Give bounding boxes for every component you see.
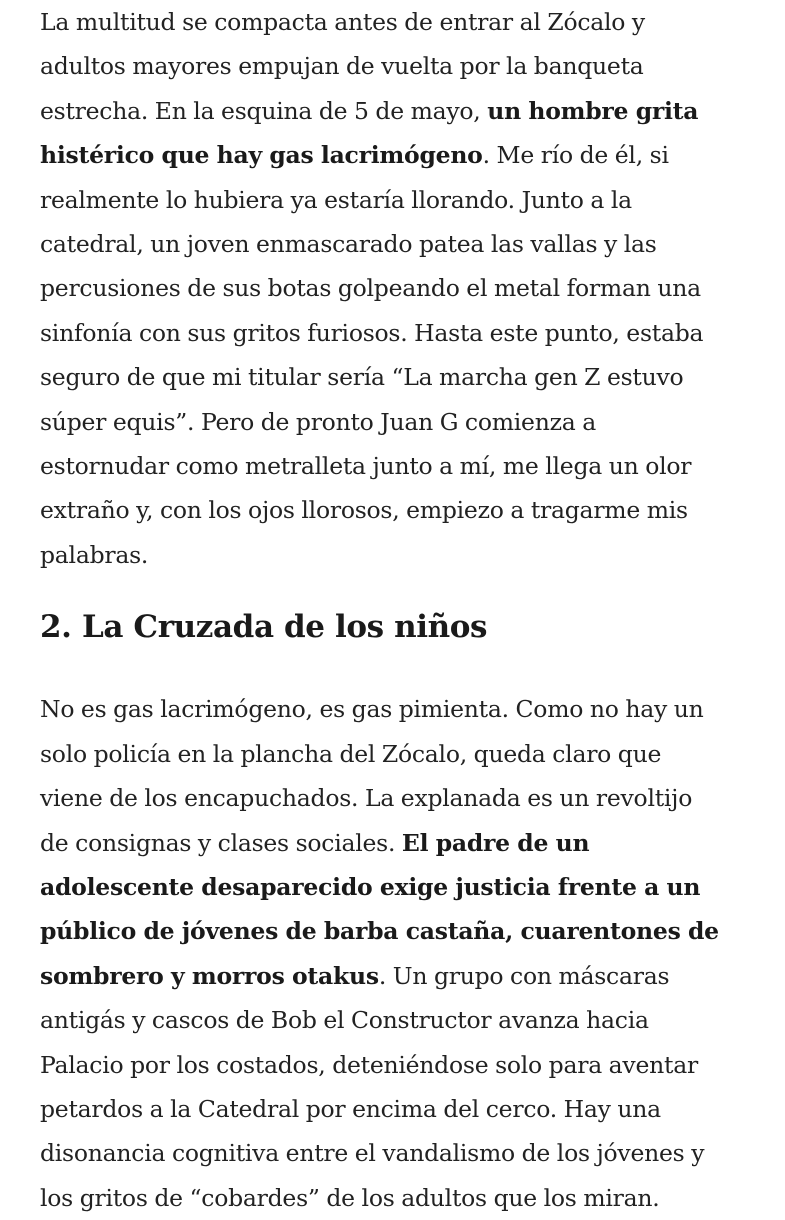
text-line	[40, 89, 752, 133]
text-segment: viene de los encapuchados. La explanada es un revoltijo	[40, 784, 693, 813]
text-segment: No es gas lacrimógeno, es gas pimienta. Como no hay un	[40, 695, 704, 724]
text-line	[40, 909, 752, 953]
paragraph-1	[40, 0, 752, 577]
text-line	[40, 954, 752, 998]
text-line	[40, 1176, 752, 1220]
bold-text: sombrero y morros otakus	[40, 961, 379, 990]
bold-text: histérico que hay gas lacrimógeno	[40, 141, 483, 170]
text-segment: súper equis”. Pero de pronto Juan G comienza a	[40, 407, 596, 436]
text-line	[40, 0, 752, 44]
text-line	[40, 533, 752, 577]
bold-text: un hombre grita	[487, 96, 699, 125]
bold-text: El padre de un	[401, 828, 590, 857]
text-segment: disonancia cognitiva entre el vandalismo de los jóvenes y	[40, 1139, 705, 1168]
text-segment: los gritos de “cobardes” de los adultos que los miran.	[40, 1183, 660, 1212]
text-line	[40, 44, 752, 88]
text-line	[40, 178, 752, 222]
text-line	[40, 400, 752, 444]
text-line	[40, 1043, 752, 1087]
text-line	[40, 311, 752, 355]
text-line	[40, 488, 752, 532]
text-segment: estrecha. En la esquina de 5 de mayo,	[40, 96, 488, 125]
text-segment: Palacio por los costados, deteniéndose solo para aventar	[40, 1050, 698, 1079]
text-line	[40, 1131, 752, 1175]
text-line	[40, 133, 752, 177]
text-line	[40, 1087, 752, 1131]
text-segment: solo policía en la plancha del Zócalo, queda claro que	[40, 739, 662, 768]
article-body	[40, 0, 752, 1220]
text-line	[40, 444, 752, 488]
text-line	[40, 998, 752, 1042]
text-segment: de consignas y clases sociales.	[40, 828, 402, 857]
text-segment: extraño y, con los ojos llorosos, empiezo a tragarme mis	[40, 496, 688, 525]
text-segment: catedral, un joven enmascarado patea las vallas y las	[40, 230, 657, 259]
text-segment: estornudar como metralleta junto a mí, me llega un olor	[40, 452, 692, 481]
text-segment: . Un grupo con máscaras	[378, 961, 670, 990]
bold-text: adolescente desaparecido exige justicia frente a un	[40, 872, 701, 901]
text-segment: adultos mayores empujan de vuelta por la banqueta	[40, 52, 644, 81]
text-line	[40, 865, 752, 909]
text-line	[40, 355, 752, 399]
paragraph-2	[40, 687, 752, 1220]
text-segment: petardos a la Catedral por encima del cerco. Hay una	[40, 1094, 661, 1123]
text-segment: sinfonía con sus gritos furiosos. Hasta este punto, estaba	[40, 318, 704, 347]
text-line	[40, 732, 752, 776]
section-heading: 2. La Cruzada de los niños	[40, 609, 488, 646]
text-line	[40, 821, 752, 865]
text-segment: antigás y cascos de Bob el Constructor avanza hacia	[40, 1006, 649, 1035]
text-segment: La multitud se compacta antes de entrar al Zócalo y	[40, 8, 645, 36]
text-segment: realmente lo hubiera ya estaría llorando. Junto a la	[40, 185, 632, 214]
text-line	[40, 266, 752, 310]
text-line	[40, 222, 752, 266]
text-line	[40, 776, 752, 820]
text-line	[40, 687, 752, 731]
bold-text: público de jóvenes de barba castaña, cuarentones de	[40, 917, 719, 946]
text-segment: percusiones de sus botas golpeando el metal forman una	[40, 274, 701, 303]
text-segment: . Me río de él, si	[482, 141, 669, 170]
text-segment: palabras.	[40, 540, 149, 569]
text-segment: seguro de que mi titular sería “La marcha gen Z estuvo	[40, 363, 684, 392]
